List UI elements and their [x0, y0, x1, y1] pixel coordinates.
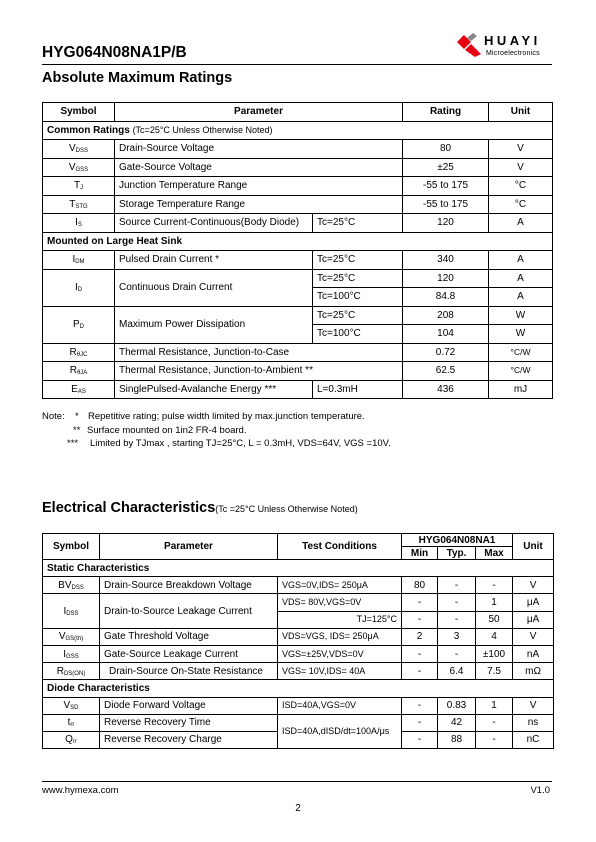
table-cell: W [489, 306, 553, 325]
symbol-subscript: DS(ON) [63, 670, 86, 677]
symbol-subscript: rr [70, 722, 75, 729]
logo-mark-icon [455, 32, 483, 58]
table-cell: - [438, 645, 476, 662]
note-3 [42, 437, 391, 451]
table-row [43, 269, 553, 288]
table-cell: Thermal Resistance, Junction-to-Ambient ** [115, 362, 403, 381]
table-cell: V [513, 697, 554, 714]
table-row [43, 645, 554, 662]
table-cell: - [476, 577, 513, 594]
symbol-subscript: DSS [75, 148, 88, 155]
table-cell: - [476, 731, 513, 748]
table-cell: VDS=VGS, IDS= 250μA [278, 628, 402, 645]
text-span: Electrical Characteristics [42, 500, 216, 516]
amr-col-unit: Unit [489, 103, 553, 122]
table-cell [43, 177, 115, 196]
section-label: Common Ratings [47, 124, 130, 136]
text-span: T [69, 198, 76, 210]
table-cell [43, 269, 115, 306]
text-span: Surface mounted on 1in2 FR-4 board. [87, 424, 247, 436]
ec-col-parameter: Parameter [100, 534, 278, 560]
text-span: T [73, 180, 81, 192]
symbol-subscript: DM [75, 259, 85, 266]
table-cell: Tc=100°C [313, 288, 403, 307]
logo-sub-text: Microelectronics [486, 50, 540, 57]
table-row [43, 714, 554, 731]
table-cell: 104 [403, 325, 489, 344]
table-cell: -55 to 175 [403, 195, 489, 214]
table-cell: 88 [438, 731, 476, 748]
symbol-subscript: GS(th) [65, 636, 84, 643]
table-cell: Gate Threshold Voltage [100, 628, 278, 645]
text-span: ** [73, 424, 81, 436]
table-cell: A [489, 288, 553, 307]
table-cell: ±100 [476, 645, 513, 662]
table-cell [43, 306, 115, 343]
table-cell [43, 195, 115, 214]
table-cell [43, 158, 115, 177]
table-cell: ISD=40A,VGS=0V [278, 697, 402, 714]
text-span: R [56, 665, 64, 677]
table-cell: °C [489, 195, 553, 214]
table-cell [43, 645, 100, 662]
table-cell: 208 [403, 306, 489, 325]
table-cell: - [402, 611, 438, 628]
table-cell: Continuous Drain Current [115, 269, 313, 306]
table-cell: 0.83 [438, 697, 476, 714]
table-row [43, 697, 554, 714]
ec-col-typ: Typ. [438, 547, 476, 560]
company-logo [455, 30, 560, 62]
table-cell: 436 [403, 380, 489, 399]
table-row [43, 251, 553, 270]
table-cell: - [438, 594, 476, 611]
notes [42, 410, 391, 451]
text-span: V [68, 143, 76, 155]
table-cell: Source Current-Continuous(Body Diode) [115, 214, 313, 233]
table-row [43, 362, 553, 381]
table-cell: Diode Forward Voltage [100, 697, 278, 714]
text-span: E [71, 383, 78, 395]
table-cell: VDS= 80V,VGS=0V [278, 594, 402, 611]
text-span: Repetitive rating; pulse width limited by max.junction temperature. [88, 411, 365, 422]
amr-col-symbol: Symbol [43, 103, 115, 122]
table-cell: ns [513, 714, 554, 731]
symbol-subscript: D [79, 324, 84, 330]
section-label: Mounted on Large Heat Sink [43, 232, 553, 251]
text-span: I [74, 282, 78, 293]
table-cell [43, 380, 115, 399]
table-cell: Static Characteristics [43, 560, 554, 577]
table-cell: Tc=25°C [313, 306, 403, 325]
table-cell: Reverse Recovery Charge [100, 731, 278, 748]
table-cell: 340 [403, 251, 489, 270]
table-cell: μA [513, 594, 554, 611]
ec-header-row [43, 534, 554, 547]
ec-table [42, 533, 554, 749]
table-cell: TJ=125°C [278, 611, 402, 628]
table-cell: ISD=40A,dISD/dt=100A/μs [278, 714, 402, 748]
table-row [43, 177, 553, 196]
note-1 [42, 410, 391, 424]
table-cell: Reverse Recovery Time [100, 714, 278, 731]
table-cell [43, 697, 100, 714]
table-cell: 4 [476, 628, 513, 645]
table-cell: - [476, 714, 513, 731]
amr-col-parameter: Parameter [115, 103, 403, 122]
table-cell: 3 [438, 628, 476, 645]
note-2 [42, 424, 391, 438]
table-cell: A [489, 251, 553, 270]
table-cell: 6.4 [438, 663, 476, 680]
table-cell: V [513, 628, 554, 645]
amr-table [42, 102, 553, 399]
ec-col-max: Max [476, 547, 513, 560]
symbol-subscript: GSS [75, 166, 89, 173]
table-cell: °C/W [489, 343, 553, 362]
text-span: P [72, 319, 80, 330]
symbol-subscript: θJA [76, 370, 88, 377]
table-cell: - [438, 577, 476, 594]
table-cell [43, 594, 100, 628]
header-divider [42, 64, 552, 65]
table-cell: μA [513, 611, 554, 628]
table-cell: SinglePulsed-Avalanche Energy *** [115, 380, 313, 399]
table-cell: Drain-Source On-State Resistance [100, 663, 278, 680]
ec-col-symbol: Symbol [43, 534, 100, 560]
table-cell: A [489, 269, 553, 288]
table-cell: - [402, 731, 438, 748]
symbol-subscript: rr [72, 739, 77, 746]
table-row [43, 140, 553, 159]
table-cell: Tc=100°C [313, 325, 403, 344]
table-cell: ±25 [403, 158, 489, 177]
table-cell: VGS=0V,IDS= 250μA [278, 577, 402, 594]
table-row [43, 628, 554, 645]
table-cell: 120 [403, 214, 489, 233]
table-cell: 1 [476, 697, 513, 714]
text-span: R [69, 346, 77, 358]
table-cell: Tc=25°C [313, 269, 403, 288]
table-cell [43, 362, 115, 381]
text-span: t [67, 717, 71, 729]
table-cell: W [489, 325, 553, 344]
website-link[interactable]: www.hymexa.com [42, 785, 119, 796]
ec-title-condition: (Tc =25°C Unless Otherwise Noted) [215, 504, 358, 514]
table-cell: Drain-to-Source Leakage Current [100, 594, 278, 628]
ec-col-min: Min [402, 547, 438, 560]
table-cell: - [402, 663, 438, 680]
text-span: I [75, 217, 78, 229]
symbol-subscript: DSS [71, 584, 84, 591]
footer-divider [42, 781, 552, 782]
text-span: *** [67, 438, 79, 449]
table-cell: V [489, 158, 553, 177]
ec-section-static [43, 560, 554, 577]
table-cell: - [438, 611, 476, 628]
amr-section-common [43, 121, 553, 140]
table-cell: -55 to 175 [403, 177, 489, 196]
table-cell [43, 140, 115, 159]
table-row [43, 158, 553, 177]
table-row [43, 214, 553, 233]
amr-section-heatsink [43, 232, 553, 251]
table-cell [43, 251, 115, 270]
table-cell: 7.5 [476, 663, 513, 680]
table-cell: Drain-Source Voltage [115, 140, 403, 159]
table-cell: 0.72 [403, 343, 489, 362]
text-span: Limited by TJmax , starting TJ=25°C, L = 0.3mH, VDS=64V, VGS =10V. [90, 438, 391, 449]
table-cell: nC [513, 731, 554, 748]
table-cell: 2 [402, 628, 438, 645]
text-span: BV [58, 579, 72, 591]
table-row [43, 380, 553, 399]
text-span: V [68, 161, 76, 173]
symbol-subscript: θJC [76, 351, 88, 358]
ec-col-unit: Unit [513, 534, 554, 560]
table-cell: 62.5 [403, 362, 489, 381]
table-cell: mΩ [513, 663, 554, 680]
table-row [43, 577, 554, 594]
table-cell: Diode Characteristics [43, 680, 554, 697]
table-cell [43, 714, 100, 731]
table-cell: VGS=±25V,VDS=0V [278, 645, 402, 662]
symbol-subscript: S [77, 222, 82, 229]
amr-col-rating: Rating [403, 103, 489, 122]
ec-col-conditions: Test Conditions [278, 534, 402, 560]
page-number: 2 [295, 803, 301, 814]
table-cell: - [402, 697, 438, 714]
table-cell: Tc=25°C [313, 251, 403, 270]
table-cell: L=0.3mH [313, 380, 403, 399]
table-cell: Maximum Power Dissipation [115, 306, 313, 343]
table-cell [43, 628, 100, 645]
symbol-subscript: AS [77, 388, 86, 395]
symbol-subscript: SD [70, 705, 79, 712]
table-cell: 50 [476, 611, 513, 628]
part-number: HYG064N08NA1P/B [42, 44, 187, 61]
table-cell: Thermal Resistance, Junction-to-Case [115, 343, 403, 362]
table-cell: Tc=25°C [313, 214, 403, 233]
table-cell [43, 577, 100, 594]
symbol-subscript: D [77, 287, 83, 293]
table-cell: A [489, 214, 553, 233]
section-condition: (Tc=25°C Unless Otherwise Noted) [132, 124, 273, 135]
table-cell: 42 [438, 714, 476, 731]
table-cell: 120 [403, 269, 489, 288]
text-span: I [63, 648, 67, 660]
table-cell: - [402, 714, 438, 731]
table-row [43, 343, 553, 362]
table-row [43, 306, 553, 325]
table-cell: °C/W [489, 362, 553, 381]
text-span: V [58, 631, 66, 643]
symbol-subscript: J [80, 185, 84, 192]
table-cell: nA [513, 645, 554, 662]
symbol-subscript: STG [75, 203, 88, 210]
table-cell [43, 731, 100, 748]
table-row [43, 195, 553, 214]
table-cell [43, 121, 553, 140]
table-cell: Gate-Source Leakage Current [100, 645, 278, 662]
table-cell: - [402, 594, 438, 611]
table-cell [43, 343, 115, 362]
table-cell: Pulsed Drain Current * [115, 251, 313, 270]
text-span: R [69, 365, 77, 377]
table-cell: 80 [402, 577, 438, 594]
text-span: * [75, 411, 79, 422]
table-cell: Storage Temperature Range [115, 195, 403, 214]
table-cell: °C [489, 177, 553, 196]
amr-title: Absolute Maximum Ratings [42, 70, 233, 86]
table-cell: 1 [476, 594, 513, 611]
amr-header-row [43, 103, 553, 122]
text-span: V [63, 700, 71, 712]
text-span: Q [65, 734, 73, 746]
table-cell: Drain-Source Breakdown Voltage [100, 577, 278, 594]
table-cell: 80 [403, 140, 489, 159]
table-cell: Junction Temperature Range [115, 177, 403, 196]
table-cell: V [489, 140, 553, 159]
version-label: V1.0 [530, 785, 550, 796]
symbol-subscript: GSS [66, 653, 79, 660]
table-cell: Gate-Source Voltage [115, 158, 403, 177]
table-cell [43, 663, 100, 680]
ec-col-part: HYG064N08NA1 [402, 534, 513, 547]
table-cell: 84.8 [403, 288, 489, 307]
table-cell: VGS= 10V,IDS= 40A [278, 663, 402, 680]
symbol-subscript: DSS [66, 610, 79, 617]
logo-brand-text: HUAYI [484, 33, 541, 48]
table-row [43, 663, 554, 680]
ec-title [42, 500, 358, 516]
table-row [43, 594, 554, 611]
table-cell: - [402, 645, 438, 662]
table-cell: V [513, 577, 554, 594]
text-span: I [63, 605, 67, 617]
ec-section-diode [43, 680, 554, 697]
table-cell [43, 214, 115, 233]
text-span: Note: [42, 411, 65, 422]
table-cell: mJ [489, 380, 553, 399]
text-span: I [72, 254, 76, 266]
